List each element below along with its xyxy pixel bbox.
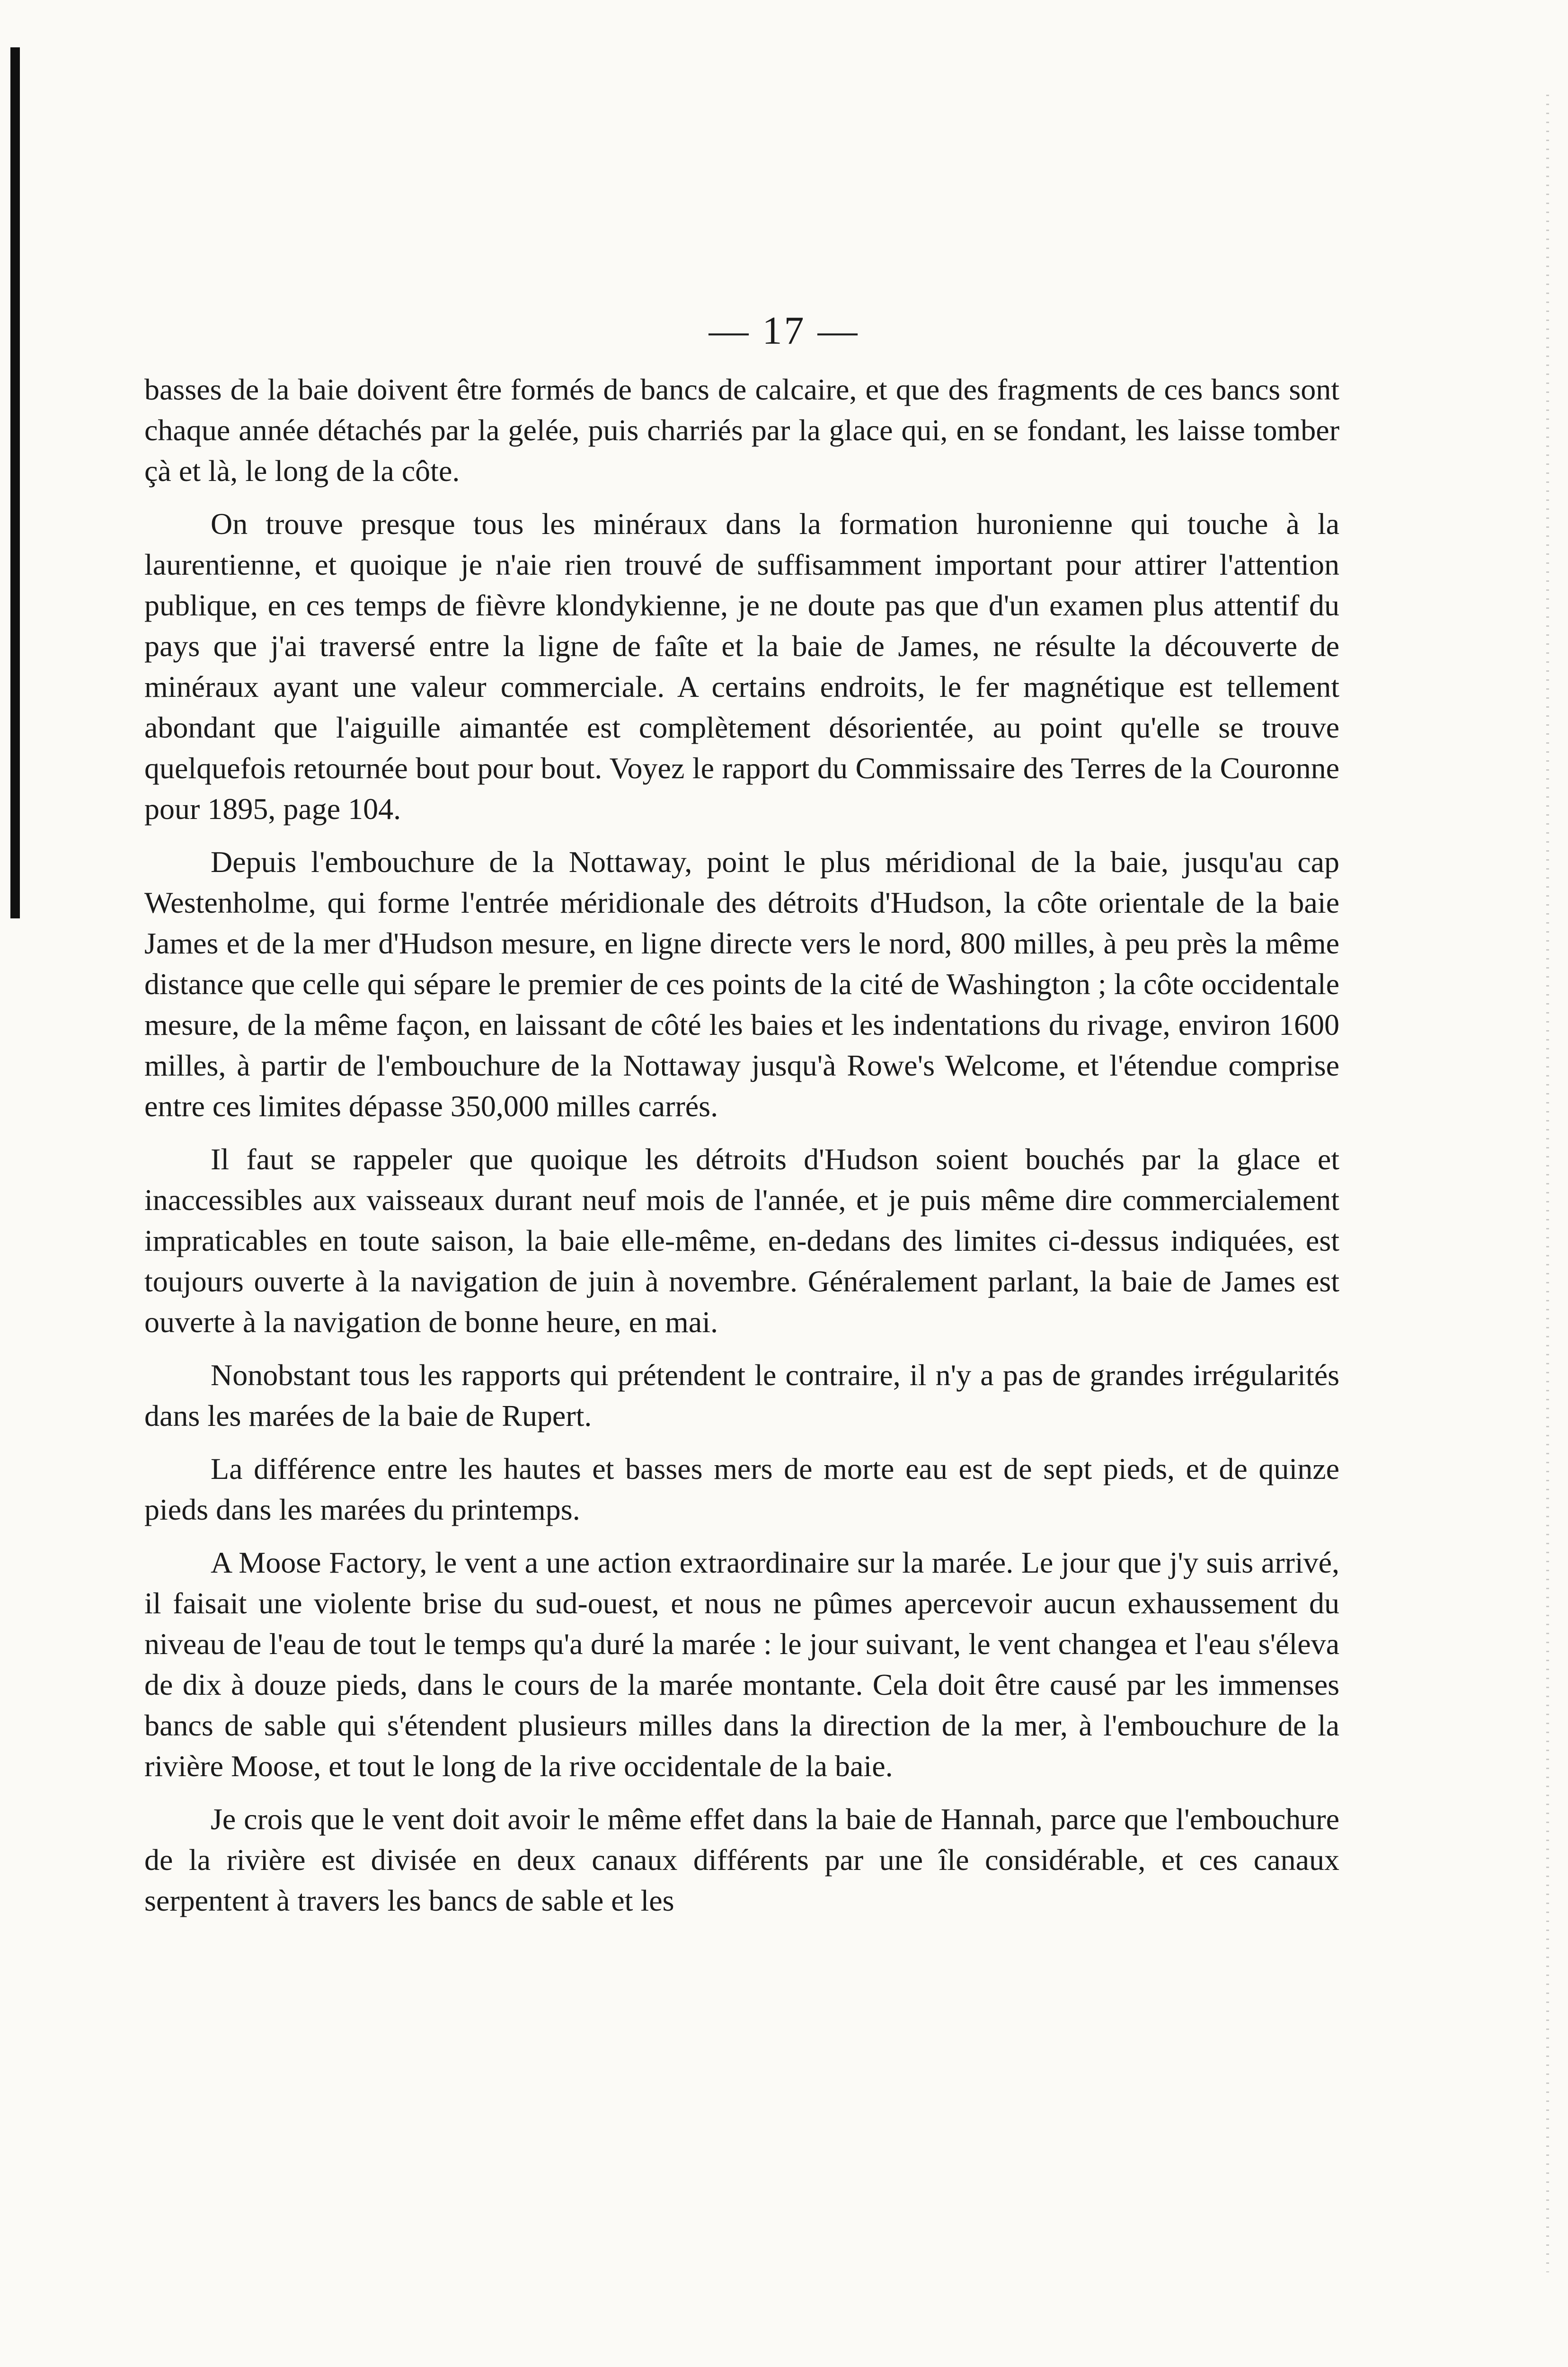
scan-edge-noise: [1546, 95, 1549, 2272]
paragraph-5: Nonobstant tous les rapports qui prétendent le contraire, il n'y a pas de grandes irrégularités dans les marées de la baie de Rupert.: [144, 1358, 1339, 1433]
page-number: — 17 —: [709, 309, 859, 353]
paragraph-4: Il faut se rappeler que quoique les détroits d'Hudson soient bouchés par la glace et inaccessibles aux vaisseaux durant neuf mois de l'année, et je puis même dire commercialement impraticables en toute saison, la baie elle-même, en-dedans des limites ci-dessus indiquées, est toujours ouverte à la navigation de juin à novembre. Généralement parlant, la baie de James est ouverte à la navigation de bonne heure, en mai.: [144, 1142, 1339, 1339]
paragraph-6: La différence entre les hautes et basses mers de morte eau est de sept pieds, et de quinze pieds dans les marées du printemps.: [144, 1452, 1339, 1526]
body-text: [144, 369, 1339, 1933]
binding-edge-mark: [10, 47, 20, 918]
paragraph-1: basses de la baie doivent être formés de bancs de calcaire, et que des fragments de ces bancs sont chaque année détachés par la gelée, puis charriés par la glace qui, en se fondant, les laisse tomber çà et là, le long de la côte.: [144, 373, 1339, 488]
paragraph-3: Depuis l'embouchure de la Nottaway, point le plus méridional de la baie, jusqu'au cap Westenholme, qui forme l'entrée méridionale des détroits d'Hudson, la côte orientale de la baie James et de la mer d'Hudson mesure, en ligne directe vers le nord, 800 milles, à peu près la même distance que celle qui sépare le premier de ces points de la cité de Washington ; la côte occidentale mesure, de la même façon, en laissant de côté les baies et les indentations du rivage, environ 1600 milles, à partir de l'embouchure de la Nottaway jusqu'à Rowe's Welcome, et l'étendue comprise entre ces limites dépasse 350,000 milles carrés.: [144, 845, 1339, 1123]
paragraph-2: On trouve presque tous les minéraux dans la formation huronienne qui touche à la laurentienne, et quoique je n'aie rien trouvé de suffisamment important pour attirer l'attention publique, en ces temps de fièvre klondykienne, je ne doute pas que d'un examen plus attentif du pays que j'ai traversé entre la ligne de faîte et la baie de James, ne résulte la découverte de minéraux ayant une valeur commerciale. A certains endroits, le fer magnétique est tellement abondant que l'aiguille aimantée est complètement désorientée, au point qu'elle se trouve quelquefois retournée bout pour bout. Voyez le rapport du Commissaire des Terres de la Couronne pour 1895, page 104.: [144, 507, 1339, 826]
paragraph-7: A Moose Factory, le vent a une action extraordinaire sur la marée. Le jour que j'y suis arrivé, il faisait une violente brise du sud-ouest, et nous ne pûmes apercevoir aucun exhaussement du niveau de l'eau de tout le temps qu'a duré la marée : le jour suivant, le vent changea et l'eau s'éleva de dix à douze pieds, dans le cours de la marée montante. Cela doit être causé par les immenses bancs de sable qui s'étendent plusieurs milles dans la direction de la mer, à l'embouchure de la rivière Moose, et tout le long de la rive occidentale de la baie.: [144, 1546, 1339, 1783]
paragraph-8: Je crois que le vent doit avoir le même effet dans la baie de Hannah, parce que l'embouchure de la rivière est divisée en deux canaux différents par une île considérable, et ces canaux serpentent à travers les bancs de sable et les: [144, 1802, 1339, 1917]
